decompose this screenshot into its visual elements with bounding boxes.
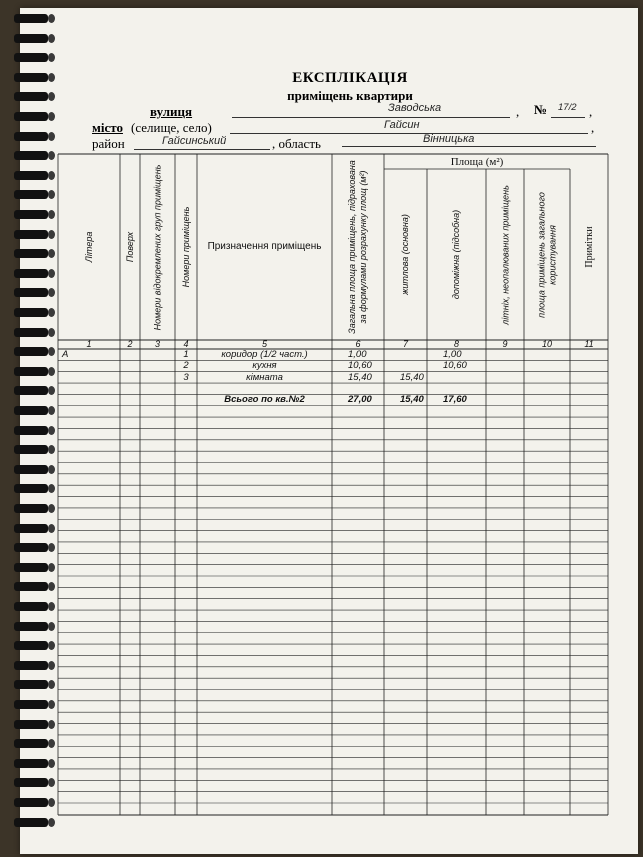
column-number-9: 9 (502, 339, 508, 349)
table-cell-r3-c4: 3 (183, 371, 189, 383)
column-number-1: 1 (86, 339, 92, 349)
table-cell-r3-c5: кімната (246, 371, 283, 383)
table-cell-r1-c8: 1,00 (443, 349, 462, 360)
city-value: Гайсин (384, 119, 420, 131)
column-number-8: 8 (453, 339, 459, 349)
table-cell-r1-c6: 1,00 (348, 349, 367, 360)
column-header-2: Поверх (124, 231, 135, 263)
district-label: район (92, 136, 125, 151)
column-number-2: 2 (127, 339, 133, 349)
column-number-11: 11 (584, 339, 594, 349)
column-header-9: літніх, неопалюваних приміщень (499, 184, 510, 325)
document-subtitle: приміщень квартири (287, 88, 413, 103)
district-value: Гайсинський (162, 135, 227, 147)
table-cell-r3-c7: 15,40 (400, 371, 424, 383)
table-cell-r1-c1: А (62, 349, 69, 360)
table-cell-r1-c4: 1 (183, 349, 189, 360)
region-label: , область (272, 136, 321, 151)
city-comma: , (591, 120, 595, 135)
city-sub-label: (селище, село) (131, 120, 212, 135)
column-header-8: допоміжна (підсобна) (451, 209, 461, 300)
region-value: Вінницька (423, 133, 475, 145)
table-cell-r3-c6: 15,40 (348, 371, 372, 383)
table-cell-r2-c6: 10,60 (348, 360, 372, 372)
column-header-10: площа приміщень загального користування (536, 191, 557, 318)
column-number-4: 4 (183, 339, 189, 349)
column-number-6: 6 (355, 339, 361, 349)
column-number-7: 7 (402, 339, 408, 349)
city-label: місто (92, 120, 123, 135)
document-title: ЕКСПЛІКАЦІЯ (292, 70, 408, 86)
column-header-6: Загальна площа приміщень, підрахована за формулами розрахунку площ (м²) (347, 160, 368, 334)
column-header-1: Літера (83, 231, 94, 263)
number-comma: , (589, 104, 593, 119)
column-number-5: 5 (261, 339, 267, 349)
number-value: 17/2 (558, 102, 577, 113)
table-cell-r5-c6: 27,00 (348, 394, 372, 406)
column-header-4: Номери приміщень (180, 206, 191, 288)
table-cell-r2-c4: 2 (183, 360, 189, 372)
area-group-header: Площа (м²) (450, 156, 504, 168)
table-cell-r5-c8: 17,60 (443, 394, 467, 406)
street-value: Заводська (388, 102, 442, 114)
number-label: № (534, 102, 548, 117)
table-cell-r2-c5: кухня (252, 360, 277, 372)
table-cell-r5-c5: Всього по кв.№2 (224, 394, 305, 406)
street-comma: , (516, 104, 520, 119)
street-label: вулиця (150, 104, 193, 119)
column-number-3: 3 (154, 339, 160, 349)
table-cell-r5-c7: 15,40 (400, 394, 424, 406)
column-header-3: Номери відокремлених груп приміщень (152, 164, 162, 330)
table-cell-r1-c5: коридор (1/2 част.) (221, 349, 308, 360)
column-header-11: Примітки (583, 226, 595, 268)
column-header-purpose: Призначення приміщень (207, 241, 322, 252)
table-cell-r2-c8: 10,60 (443, 360, 467, 372)
column-number-10: 10 (541, 339, 552, 349)
column-header-7: житлова (основна) (400, 214, 410, 295)
